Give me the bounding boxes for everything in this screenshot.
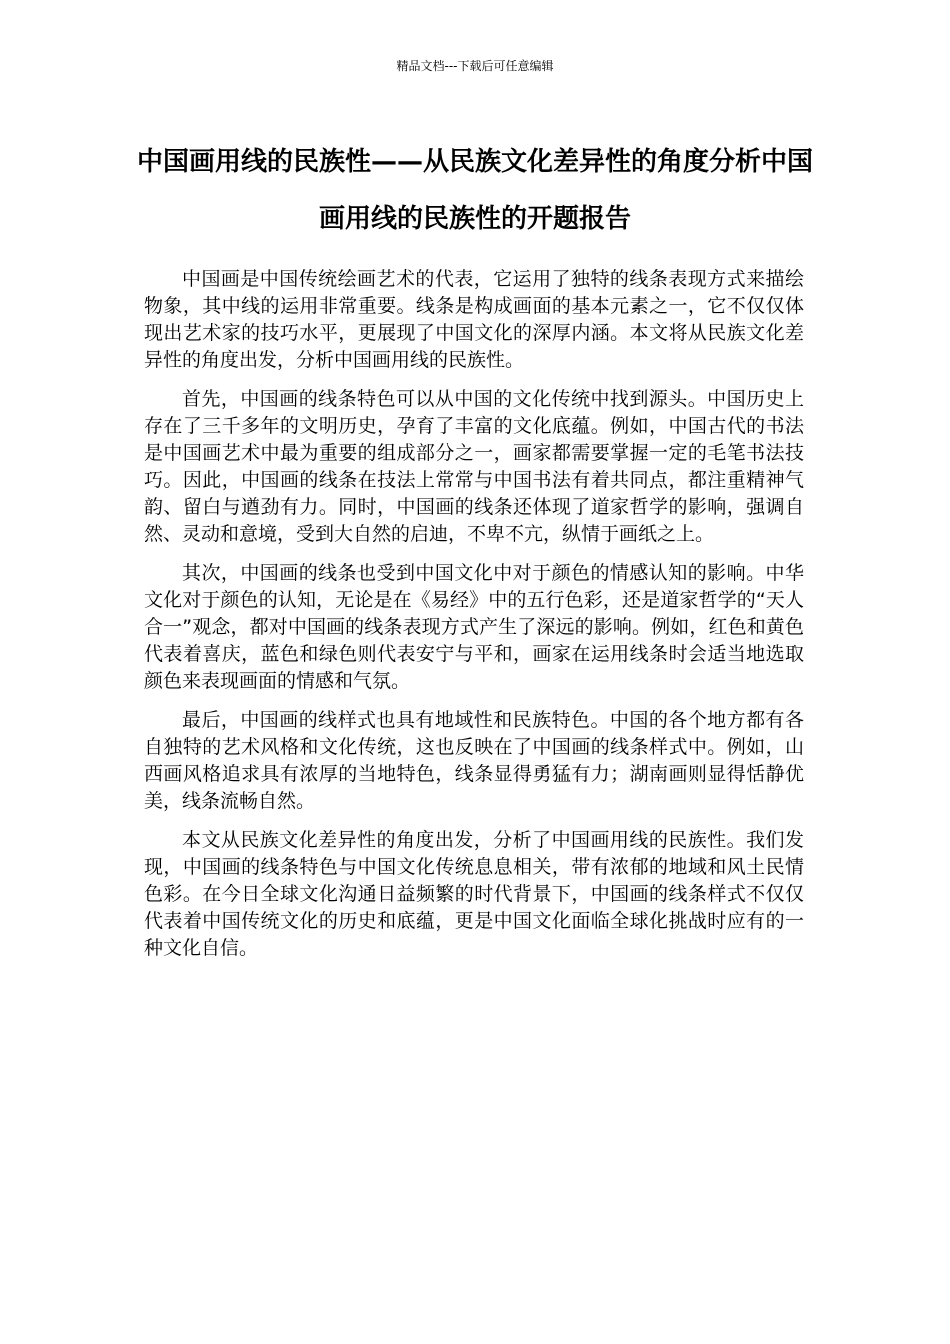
paragraph-conclusion: 本文从民族文化差异性的角度出发，分析了中国画用线的民族性。我们发现，中国画的线条特色与中国文化传统息息相关，带有浓郁的地域和风土民情色彩。在今日全球文化沟通日益频繁的时代背景下，中国画的线条样式不仅仅代表着中国传统文化的历史和底蕴，更是中国文化面临全球化挑战时应有的一种文化自信。 (144, 829, 804, 959)
paragraph-last: 最后，中国画的线样式也具有地域性和民族特色。中国的各个地方都有各自独特的艺术风格和文化传统，这也反映在了中国画的线条样式中。例如，山西画风格追求具有浓厚的当地特色，线条显得勇猛有力；湖南画则显得恬静优美，线条流畅自然。 (144, 709, 804, 812)
paragraph-second: 其次，中国画的线条也受到中国文化中对于颜色的情感认知的影响。中华文化对于颜色的认知，无论是在《易经》中的五行色彩，还是道家哲学的“天人合一”观念，都对中国画的线条表现方式产生了深远的影响。例如，红色和黄色代表着喜庆，蓝色和绿色则代表安宁与平和，画家在运用线条时会适当地选取颜色来表现画面的情感和气氛。 (144, 562, 804, 692)
document-body (144, 266, 804, 974)
paragraph-first: 首先，中国画的线条特色可以从中国的文化传统中找到源头。中国历史上存在了三千多年的文明历史，孕育了丰富的文化底蕴。例如，中国古代的书法是中国画艺术中最为重要的组成部分之一，画家都需要掌握一定的毛笔书法技巧。因此，中国画的线条在技法上常常与中国书法有着共同点，都注重精神气韵、留白与遒劲有力。同时，中国画的线条还体现了道家哲学的影响，强调自然、灵动和意境，受到大自然的启迪，不卑不亢，纵情于画纸之上。 (144, 388, 804, 545)
document-title: 中国画用线的民族性——从民族文化差异性的角度分析中国画用线的民族性的开题报告 (136, 147, 813, 234)
page-header: 精品文档---下载后可任意编辑 (396, 59, 554, 73)
paragraph-intro: 中国画是中国传统绘画艺术的代表，它运用了独特的线条表现方式来描绘物象，其中线的运用非常重要。线条是构成画面的基本元素之一，它不仅仅体现出艺术家的技巧水平，更展现了中国文化的深厚内涵。本文将从民族文化差异性的角度出发，分析中国画用线的民族性。 (144, 268, 804, 371)
